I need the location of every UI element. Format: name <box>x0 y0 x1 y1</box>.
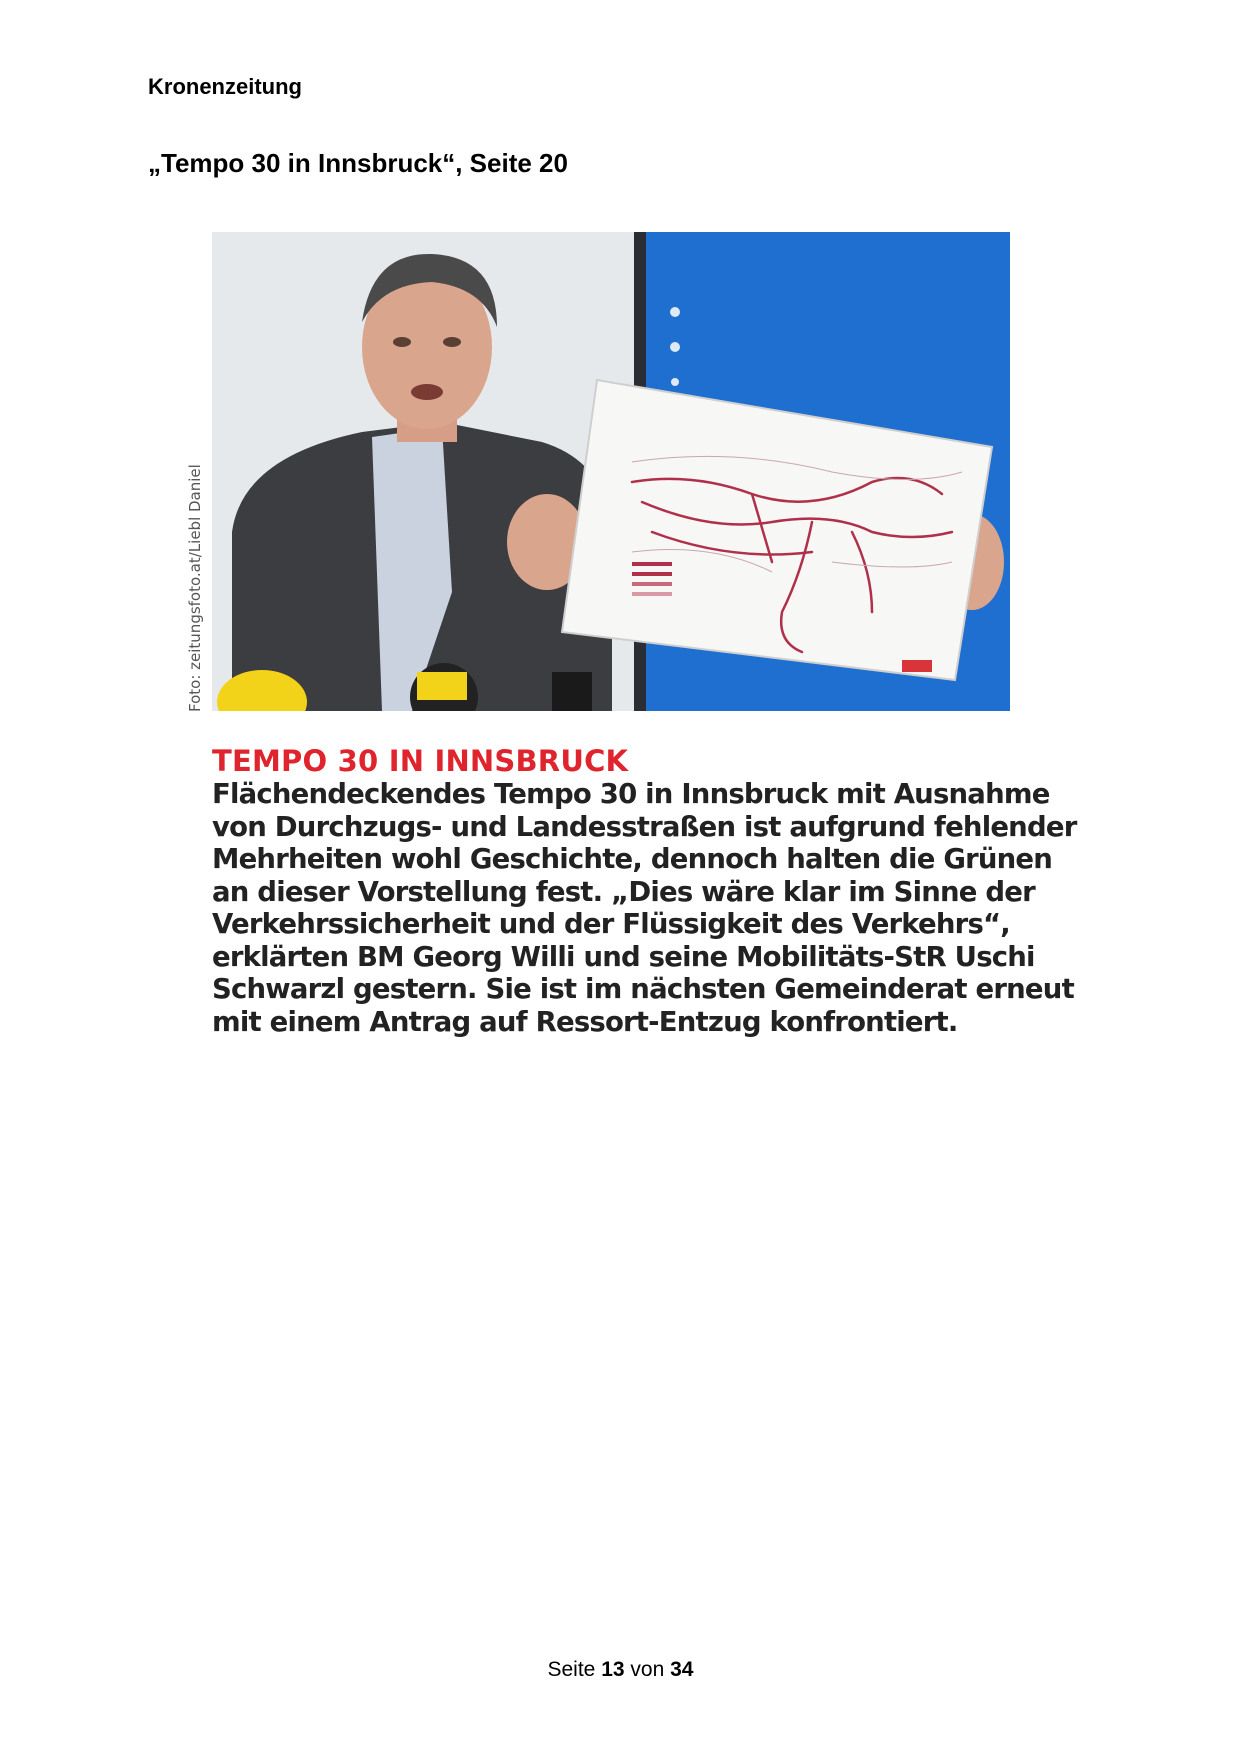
article-line: mit einem Antrag auf Ressort-Entzug konfrontiert. <box>212 1005 958 1038</box>
page-title: „Tempo 30 in Innsbruck“, Seite 20 <box>148 148 568 178</box>
article-line: von Durchzugs- und Landesstraßen ist aufgrund fehlender <box>212 810 1077 843</box>
article-photo <box>212 232 1010 711</box>
article-line: erklärten BM Georg Willi und seine Mobilitäts-StR Uschi <box>212 940 1035 973</box>
photo-credit: Foto: zeitungsfoto.at/Liebl Daniel <box>186 464 204 712</box>
article-line: Verkehrssicherheit und der Flüssigkeit des Verkehrs“, <box>212 908 1010 940</box>
page-total: 34 <box>670 1658 694 1681</box>
article-line: Mehrheiten wohl Geschichte, dennoch halten die Grünen <box>212 843 1053 875</box>
article-line: Flächendeckendes Tempo 30 in Innsbruck mit Ausnahme <box>212 778 1050 810</box>
article-body <box>212 778 1077 1038</box>
page-of-label: von <box>630 1658 665 1681</box>
page-label: Seite <box>547 1658 596 1681</box>
article-line: an dieser Vorstellung fest. „Dies wäre klar im Sinne der <box>212 875 1035 908</box>
newspaper-source: Kronenzeitung <box>148 74 302 99</box>
page-number: 13 <box>601 1658 625 1681</box>
article-line: Schwarzl gestern. Sie ist im nächsten Gemeinderat erneut <box>212 973 1074 1005</box>
press-conference-image <box>212 232 1010 711</box>
article-kicker: TEMPO 30 IN INNSBRUCK <box>212 744 629 778</box>
page-footer <box>0 1658 1241 1682</box>
